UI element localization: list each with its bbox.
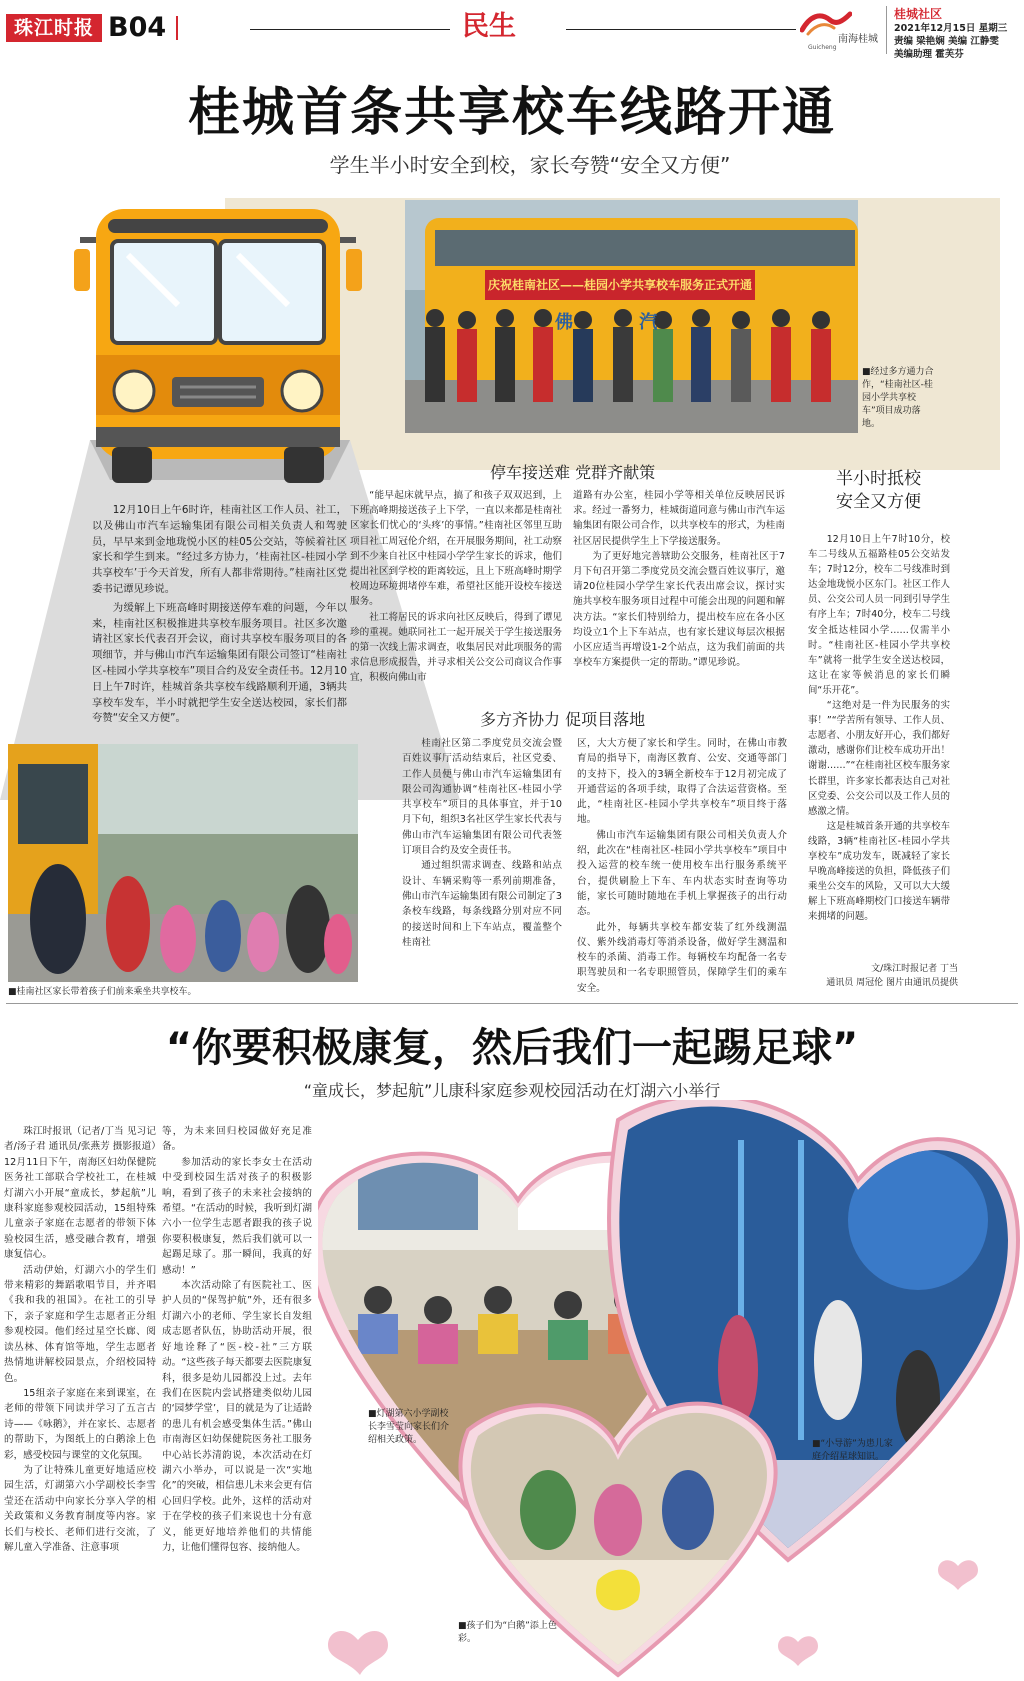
- story2-subheadline: “童成长，梦起航”儿康科家庭参观校园活动在灯湖六小举行: [303, 1081, 721, 1100]
- page-number-divider: [176, 16, 178, 40]
- partner-logo-subtext: Guicheng: [808, 44, 837, 51]
- bus-side-text: 佛 汽: [555, 312, 688, 333]
- story2-col1-p2: 活动伊始，灯湖六小的学生们带来精彩的舞蹈歌唱节目，并齐唱《我和我的祖国》。在社工的引导下，亲子家庭和学生志愿者正分组参观校园。他们经过星空长廊、阅读丛林、体育馆等地，学生志愿者热情地讲解校园景点，介绍校园特色。: [4, 1264, 156, 1384]
- story-divider: [6, 1003, 1018, 1004]
- ceremony-banner: 庆祝桂南社区——桂园小学共享校车服务正式开通: [485, 270, 755, 300]
- page-number: B04: [108, 12, 167, 43]
- story2-col1-p1: 珠江时报讯（记者/丁当 见习记者/汤子君 通讯员/张燕芳 摄影报道）12月11日下午，南海区妇幼保健院医务社工部联合学校社工，在桂城灯湖六小开展“童成长，梦起航”儿康科家庭参观校园活动，15组特殊儿童亲子家庭在志愿者的带领下体验校园生活，感受融合教育，增强康复信心。: [4, 1126, 156, 1261]
- story1-subheadline: 学生半小时安全到校，家长夸赞“安全又方便”: [329, 153, 731, 177]
- section-b-col1-p2: 通过组织需求调查、线路和站点设计、车辆采购等一系列前期准备，佛山市汽车运输集团有限公司制定了3条校车线路，每条线路分别对应不同的接送时间和上下车站点，覆盖整个桂南社: [402, 860, 562, 948]
- column-name: 桂城社区: [894, 7, 943, 21]
- section-b-heading: 多方齐协力 促项目落地: [480, 710, 646, 729]
- small-heart-icon: [778, 1636, 818, 1666]
- masthead: [0, 0, 1024, 60]
- heart-photo-collage: [318, 1100, 1024, 1680]
- section-c-p3: 这是桂城首条开通的共享校车线路，3辆“桂南社区-桂园小学共享校车”成功发车，既减轻了家长早晚高峰接送的负担，降低孩子们乘坐公交车的风险，又可以大大缓解上下班高峰期校门口接送车辆带来拥堵的问题。: [808, 820, 950, 923]
- story2-col1: [4, 1124, 156, 1555]
- section-rule-left: [250, 29, 450, 30]
- parents-children-photo: [8, 744, 358, 982]
- caption-policy-intro: ■灯湖第六小学副校长李雪莹向家长们介绍相关政策。: [368, 1409, 450, 1445]
- parents-children-caption: ■桂南社区家长带着孩子们前来乘坐共享校车。: [8, 987, 197, 997]
- editor-credit: 责编 梁艳娴 美编 江静雯: [894, 36, 999, 47]
- section-a-col1: [350, 488, 562, 686]
- header-divider: [886, 6, 887, 54]
- caption-painting: ■孩子们为“白鹅”添上色彩。: [458, 1621, 557, 1644]
- parents-children-scene: [8, 744, 358, 982]
- story1-intro: [92, 503, 347, 727]
- section-b-col1: [402, 736, 562, 950]
- ceremony-photo-caption: ■经过多方通力合作，“桂南社区-桂园小学共享校车”项目成功落地。: [862, 367, 934, 429]
- school-bus-illustration-icon: [68, 205, 368, 495]
- byline-line1: 文/珠江时报记者 丁当: [871, 964, 958, 974]
- section-b-col2-p2: 佛山市汽车运输集团有限公司相关负责人介绍，此次在“桂南社区-桂园小学共享校车”项目中投入运营的校车统一使用校车出行服务系统平台，提供刷脸上下车、车内状态实时查询等功能，家长可随时随地在手机上掌握孩子的出行动态。: [577, 829, 787, 918]
- section-a-col2-p1: 道路有办公室，桂园小学等相关单位反映居民诉求。经过一番努力，桂城街道同意与佛山市汽车运输集团有限公司合作，以共享校车的形式，为桂南社区居民提供学生上下学接送服务。: [573, 490, 785, 547]
- section-c-text: [808, 532, 950, 924]
- section-a-col1-p2: 社工将居民的诉求向社区反映后，得到了谭见珍的重视。她联同社工一起开展关于学生接送服务的第一次线上需求调查，收集居民对此项服务的需求信息形成报告，并寻求相关公交公司商议合作事宜，积极向佛山市: [350, 611, 562, 684]
- ceremony-photo: [405, 200, 858, 433]
- story2-col2-p3: 本次活动除了有医院社工、医护人员的“保驾护航”外，还有很多灯湖六小的老师、学生家长自发组成志愿者队伍，协助活动开展，很好地诠释了“医-校-社”三方联动。“这些孩子每天都要去医院康复科，很多是幼儿园都没上过。去年我们在医院内尝试搭建类似幼儿园的‘园梦学堂’，目的就是为了让适龄的患儿有机会感受集体生活。”佛山市南海区妇幼保健院医务社工服务中心站长苏清韵说，本次活动在灯湖六小举办，可以说是一次“实地化”的突破，相信患儿未来会更有信心回归学校。此外，这样的活动对于在学校的孩子们来说也十分有意义，能更好地培养他们的共情能力，让他们懂得包容、接纳他人。: [162, 1280, 313, 1553]
- story2-col2-p1: 等，为未来回归校园做好充足准备。: [162, 1126, 312, 1153]
- section-b-col2-p3: 此外，每辆共享校车都安装了红外线测温仪、紫外线消毒灯等消杀设备，做好学生测温和校车的杀菌、消毒工作。每辆校车均配备一名专职驾驶员和一名专职照管员，保障学生们的乘车安全。: [577, 921, 787, 994]
- byline-line2: 通讯员 周冠伦 图片由通讯员提供: [826, 978, 958, 988]
- intro-paragraph-1: 12月10日上午6时许，桂南社区工作人员、社工，以及佛山市汽车运输集团有限公司相关负责人和驾驶员，早早来到金地珑悦小区的桂05公交站，等候着社区家长和学生到来。“经过多方协力，‘桂南社区-桂园小学共享校车’于今天首发，所有人都非常期待。”桂南社区党委书记谭见珍说。: [92, 504, 347, 595]
- section-c-heading-line1: 半小时抵校: [836, 469, 921, 489]
- section-b-col2-p1: 区，大大方便了家长和学生。同时，在佛山市教育局的指导下，南海区教育、公安、交通等部门的支持下，投入的3辆全新校车于12月初完成了开通营运的各项手续，取得了合法运营资格。至此，“桂南社区-桂园小学共享校车”项目终于落地。: [577, 738, 787, 826]
- story1-byline: [808, 962, 958, 990]
- section-rule-right: [566, 29, 796, 30]
- story2-col2: [162, 1124, 312, 1555]
- small-heart-icon: [328, 1631, 388, 1675]
- story2-headline: “你要积极康复，然后我们一起踢足球”: [165, 1025, 859, 1071]
- section-a-col2: [573, 488, 785, 670]
- intro-paragraph-2: 为缓解上下班高峰时期接送停车难的问题，今年以来，桂南社区积极推进共享校车服务项目。社区多次邀请社区家长代表召开会议，商讨共享校车服务项目的各项细节，并与佛山市汽车运输集团有限公司签订“桂南社区-桂园小学共享校车”项目合约及安全责任书。12月10日上午7时许，桂城首条共享校车线路顺利开通，3辆共享校车发车，半小时就把学生安全送达校园，家长们都夸赞“安全又方便”。: [92, 601, 347, 725]
- section-name: 民生: [462, 11, 516, 42]
- section-b-col2: [577, 736, 787, 996]
- section-a-heading: 停车接送难 党群齐献策: [490, 463, 656, 482]
- assistant-credit: 美编助理 霍芙芬: [894, 49, 964, 60]
- story2-col1-p3: 15组亲子家庭在来到课室，在老师的带领下同读并学习了五言古诗——《咏鹅》，并在家长、志愿者的帮助下，为图纸上的白鹅涂上色彩，感受校园与课堂的文化氛围。: [4, 1387, 156, 1461]
- section-a-col2-p2: 为了更好地完善辖助公交服务，桂南社区于7月下旬召开第二季度党员交流会暨百姓议事厅，邀请20位桂园小学学生家长代表出席会议，探讨实施共享校车服务项目过程中可能会出现的问题和解决方法。“家长们特别给力，提出校车应在各小区均设立1个上下车站点，也有家长建议每层次根据小区应适当再增设1-2个站点，这为我们前面的共享校车方案提供一定的帮助。”谭见珍说。: [573, 550, 785, 669]
- story1-headline: 桂城首条共享校车线路开通: [187, 83, 836, 143]
- section-c-heading: [836, 468, 921, 514]
- issue-date: 2021年12月15日 星期三: [894, 23, 1008, 34]
- caption-little-guide: ■“小导游”为患儿家庭介绍星球知识。: [812, 1439, 893, 1462]
- story2-col2-p2: 参加活动的家长李女士在活动中受到校园生活对孩子的积极影响，看到了孩子的未来社会接纳的希望。“在活动的时候，我听到灯湖六小一位学生志愿者跟我的孩子说你要积极康复，然后我们就可以一起踢足球了。那一瞬间，我真的好感动！”: [162, 1156, 312, 1276]
- section-b-col1-p1: 桂南社区第二季度党员交流会暨百姓议事厅活动结束后，社区党委、工作人员便与佛山市汽车运输集团有限公司沟通协调“桂南社区-桂园小学共享校车”项目的具体事宜，并于10月下旬，组织3名社区学生家长代表与佛山市汽车运输集团有限公司代表签订项目合约及安全责任书。: [402, 738, 562, 857]
- section-a-col1-p1: “能早起床就早点，搞了和孩子双双迟到，上下班高峰期接送孩子上下学，一直以来都是桂南社区家长们忧心的‘头疼’的事情。”桂南社区邻里互助项目社工周冠伦介绍，在开展服务期间，社工动察到不少来自社区中桂园小学学生家长的诉求，他们提出社区到学校的距离较远，且上下班高峰时期学校周边环境拥堵停车难，希望社区能开设校车接送服务。: [350, 490, 562, 608]
- section-c-heading-line2: 安全又方便: [836, 492, 921, 512]
- partner-logo-text: 南海桂城: [838, 34, 878, 45]
- small-heart-icon: [938, 1560, 978, 1590]
- paper-name-logo: 珠江时报: [6, 14, 102, 42]
- story2-col1-p4: 为了让特殊儿童更好地适应校园生活，灯湖第六小学副校长李雪莹还在活动中向家长分享入学的相关政策和义务教育制度等内容。家长们与校长、老师们进行交流，了解儿童入学准备、注意事项: [4, 1464, 156, 1553]
- section-c-p2: “这绝对是一件为民服务的实事！”“学苦所有领导、工作人员、志愿者、小朋友好开心，我们都好激动，感谢你们让校车成功开出！谢谢……”“在桂南社区校车服务家长群里，许多家长都表达自己对社区党委、公交公司以及工作人员的感激之情。: [808, 700, 950, 817]
- section-c-p1: 12月10日上午7时10分，校车二号线从五福路桂05公交站发车；7时12分，校车二号线准时到达金地珑悦小区东门。社区工作人员、公交公司人员一同到引导学生有序上车；7时40分，校车二号线安全抵达桂园小学……仅需半小时。“桂南社区-桂园小学共享校车”就将一批学生安全送达校园，这让在家等候消息的家长们瞬间“乐开花”。: [808, 534, 950, 696]
